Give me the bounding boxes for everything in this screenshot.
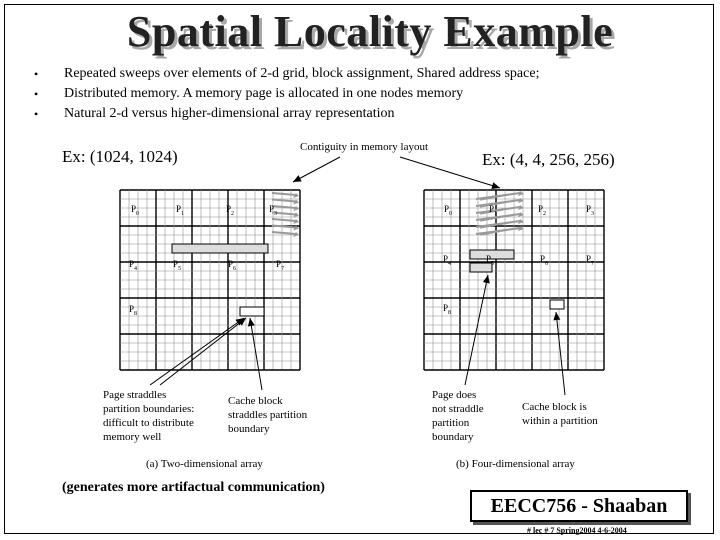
left-proc-label-p7: $P_7$ [276, 259, 285, 272]
annotation-line: boundary [432, 431, 474, 443]
cache-pointer-left [250, 318, 262, 390]
contiguity-arrow [272, 193, 296, 195]
left-proc-label-p5: $P_5$ [173, 259, 182, 272]
right-proc-label-p1: $P_1$ [489, 204, 498, 217]
contiguity-pointer-right [400, 157, 500, 188]
right-proc-label-p5: $P_5$ [486, 254, 495, 267]
left-example-label: Ex: (1024, 1024) [62, 147, 178, 166]
annotation-line: Page does [432, 389, 477, 401]
bullet-icon: • [34, 67, 39, 81]
arrow-head-icon [248, 318, 255, 326]
left-proc-label-p4: $P_4$ [129, 259, 138, 272]
bullet-text: Natural 2-d versus higher-dimensional array representation [64, 106, 395, 121]
left-proc-label-p3: $P_3$ [269, 204, 278, 217]
right-page-annotation [432, 388, 484, 444]
left-proc-label-p8: $P_8$ [129, 304, 138, 317]
left-page-annotation [103, 388, 194, 444]
contiguity-arrow [272, 232, 296, 234]
bullet-text: Distributed memory. A memory page is allocated in one nodes memory [64, 86, 464, 101]
annotation-line: straddles partition [228, 409, 308, 421]
right-proc-label-p6: $P_6$ [540, 254, 549, 267]
right-proc-label-p7: $P_7$ [586, 254, 595, 267]
course-badge: EECC756 - Shaaban [470, 490, 688, 522]
annotation-line: difficult to distribute [103, 417, 194, 429]
slide-footer: # lec # 7 Spring2004 4-6-2004 [527, 526, 627, 535]
annotation-line: not straddle [432, 403, 484, 415]
right-proc-label-p0: $P_0$ [444, 204, 453, 217]
annotation-line: Cache block is [522, 401, 587, 413]
right-proc-label-p3: $P_3$ [586, 204, 595, 217]
page-pointer-left [160, 318, 246, 385]
slide-title: Spatial Locality Example [126, 7, 614, 56]
bullet-icon: • [34, 107, 39, 121]
left-proc-label-p6: $P_6$ [228, 259, 237, 272]
annotation-line: within a partition [522, 415, 598, 427]
left-grid [120, 190, 300, 370]
page-pointer-left [150, 318, 244, 385]
artifactual-note: (generates more artifactual communication) [62, 480, 325, 495]
right-cache-annotation [522, 400, 598, 428]
right-proc-label-p8: $P_8$ [443, 303, 452, 316]
contiguity-label: Contiguity in memory layout [300, 141, 429, 153]
annotation-line: partition [432, 417, 470, 429]
diagram-overlays [150, 157, 565, 395]
left-cache-annotation [228, 394, 307, 436]
left-proc-label-p2: $P_2$ [226, 204, 235, 217]
left-proc-label-p0: $P_0$ [131, 204, 140, 217]
arrow-head-icon [491, 182, 500, 189]
annotation-line: boundary [228, 423, 270, 435]
annotation-line: Page straddles [103, 389, 167, 401]
annotation-line: memory well [103, 431, 162, 443]
bullet-text: Repeated sweeps over elements of 2-d grid, block assignment, Shared address space; [64, 66, 540, 81]
contiguity-arrow [272, 219, 296, 221]
page-box-straddling [172, 244, 268, 253]
page-pointer-right [465, 275, 488, 385]
annotation-line: Cache block [228, 395, 283, 407]
right-example-label: Ex: (4, 4, 256, 256) [482, 150, 615, 169]
cache-block-contained [550, 300, 564, 309]
right-caption: (b) Four-dimensional array [456, 458, 575, 470]
bullet-icon: • [34, 87, 39, 101]
right-grid [424, 190, 604, 370]
left-caption: (a) Two-dimensional array [146, 458, 263, 470]
contiguity-arrow [272, 200, 296, 202]
arrow-head-icon [483, 275, 490, 284]
cache-pointer-right [556, 312, 565, 395]
right-proc-label-p4: $P_4$ [443, 254, 452, 267]
cache-block-straddling [240, 307, 264, 316]
left-proc-label-p1: $P_1$ [176, 204, 185, 217]
annotation-line: partition boundaries: [103, 403, 195, 415]
right-proc-label-p2: $P_2$ [538, 204, 547, 217]
